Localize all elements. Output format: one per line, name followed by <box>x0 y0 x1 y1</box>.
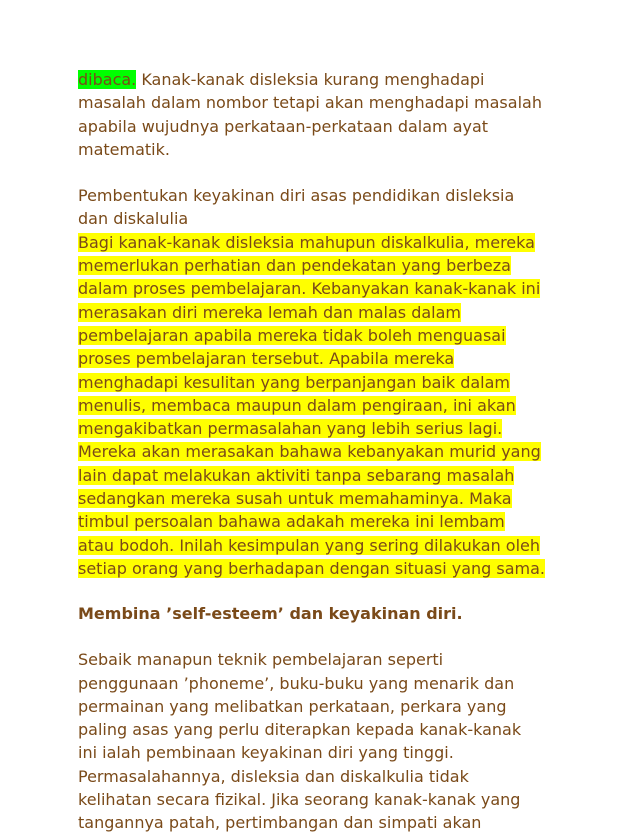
highlighted-line <box>78 557 578 580</box>
section2-paragraph <box>78 648 578 834</box>
highlighted-line <box>78 440 578 463</box>
yellow-highlight-text: pembelajaran apabila mereka tidak boleh menguasai <box>78 325 506 345</box>
yellow-highlight-text: timbul persoalan bahawa adakah mereka ini lembam <box>78 512 505 532</box>
highlighted-line <box>78 394 578 417</box>
paragraph-gap <box>78 625 578 648</box>
body-line: kelihatan secara fizikal. Jika seorang kanak-kanak yang <box>78 790 521 810</box>
intro-line-4: matematik. <box>78 139 170 159</box>
body-line: tangannya patah, pertimbangan dan simpati akan <box>78 813 482 833</box>
yellow-highlight-text: Bagi kanak-kanak disleksia mahupun diskalkulia, mereka <box>78 232 535 252</box>
highlighted-line <box>78 464 578 487</box>
yellow-highlight-text: sedangkan mereka susah untuk memahaminya. Maka <box>78 489 512 509</box>
highlighted-line <box>78 277 578 300</box>
body-line: penggunaan ’phoneme’, buku-buku yang menarik dan <box>78 673 515 693</box>
document-page <box>78 68 578 835</box>
body-line: paling asas yang perlu diterapkan kepada kanak-kanak <box>78 720 522 740</box>
yellow-highlight-text: mengakibatkan permasalahan yang lebih serius lagi. <box>78 419 503 439</box>
body-line: ini ialah pembinaan keyakinan diri yang tinggi. <box>78 743 454 763</box>
yellow-highlight-text: lain dapat melakukan aktiviti tanpa sebarang masalah <box>78 465 515 485</box>
highlighted-line <box>78 324 578 347</box>
section1-title-line-1: Pembentukan keyakinan diri asas pendidikan disleksia <box>78 186 515 206</box>
highlighted-line <box>78 347 578 370</box>
yellow-highlight-text: atau bodoh. Inilah kesimpulan yang sering dilakukan oleh <box>78 535 541 555</box>
highlighted-line <box>78 534 578 557</box>
highlighted-line <box>78 254 578 277</box>
yellow-highlight-text: setiap orang yang berhadapan dengan situasi yang sama. <box>78 558 546 578</box>
highlighted-line <box>78 301 578 324</box>
highlighted-line <box>78 371 578 394</box>
paragraph-gap <box>78 161 578 184</box>
yellow-highlight-text: menghadapi kesulitan yang berpanjangan baik dalam <box>78 372 510 392</box>
yellow-highlight-text: proses pembelajaran tersebut. Apabila mereka <box>78 349 455 369</box>
intro-paragraph <box>78 68 578 161</box>
green-highlight-word: dibaca. <box>78 70 137 89</box>
section1-title <box>78 184 578 231</box>
yellow-highlight-text: memerlukan perhatian dan pendekatan yang berbeza <box>78 256 511 276</box>
body-line: Permasalahannya, disleksia dan diskalkulia tidak <box>78 766 469 786</box>
intro-line-1 <box>78 68 578 91</box>
section1-title-line-2: dan diskalulia <box>78 209 189 229</box>
yellow-highlight-text: dalam proses pembelajaran. Kebanyakan kanak-kanak ini <box>78 279 541 299</box>
highlighted-line <box>78 510 578 533</box>
highlighted-line <box>78 231 578 254</box>
highlighted-line <box>78 487 578 510</box>
intro-line-3: apabila wujudnya perkataan-perkataan dalam ayat <box>78 116 489 136</box>
yellow-highlight-text: Mereka akan merasakan bahawa kebanyakan murid yang <box>78 442 541 462</box>
section2-heading: Membina ’self-esteem’ dan keyakinan diri. <box>78 604 463 624</box>
highlighted-line <box>78 417 578 440</box>
yellow-highlight-text: merasakan diri mereka lemah dan malas dalam <box>78 302 462 322</box>
paragraph-gap <box>78 580 578 602</box>
intro-line-1-text: Kanak-kanak disleksia kurang menghadapi <box>136 70 485 89</box>
section1-highlighted-paragraph <box>78 231 578 580</box>
body-line: Sebaik manapun teknik pembelajaran seperti <box>78 650 444 670</box>
yellow-highlight-text: menulis, membaca maupun dalam pengiraan, ini akan <box>78 395 516 415</box>
intro-line-2: masalah dalam nombor tetapi akan menghadapi masalah <box>78 93 542 113</box>
body-line: permainan yang melibatkan perkataan, perkara yang <box>78 696 507 716</box>
